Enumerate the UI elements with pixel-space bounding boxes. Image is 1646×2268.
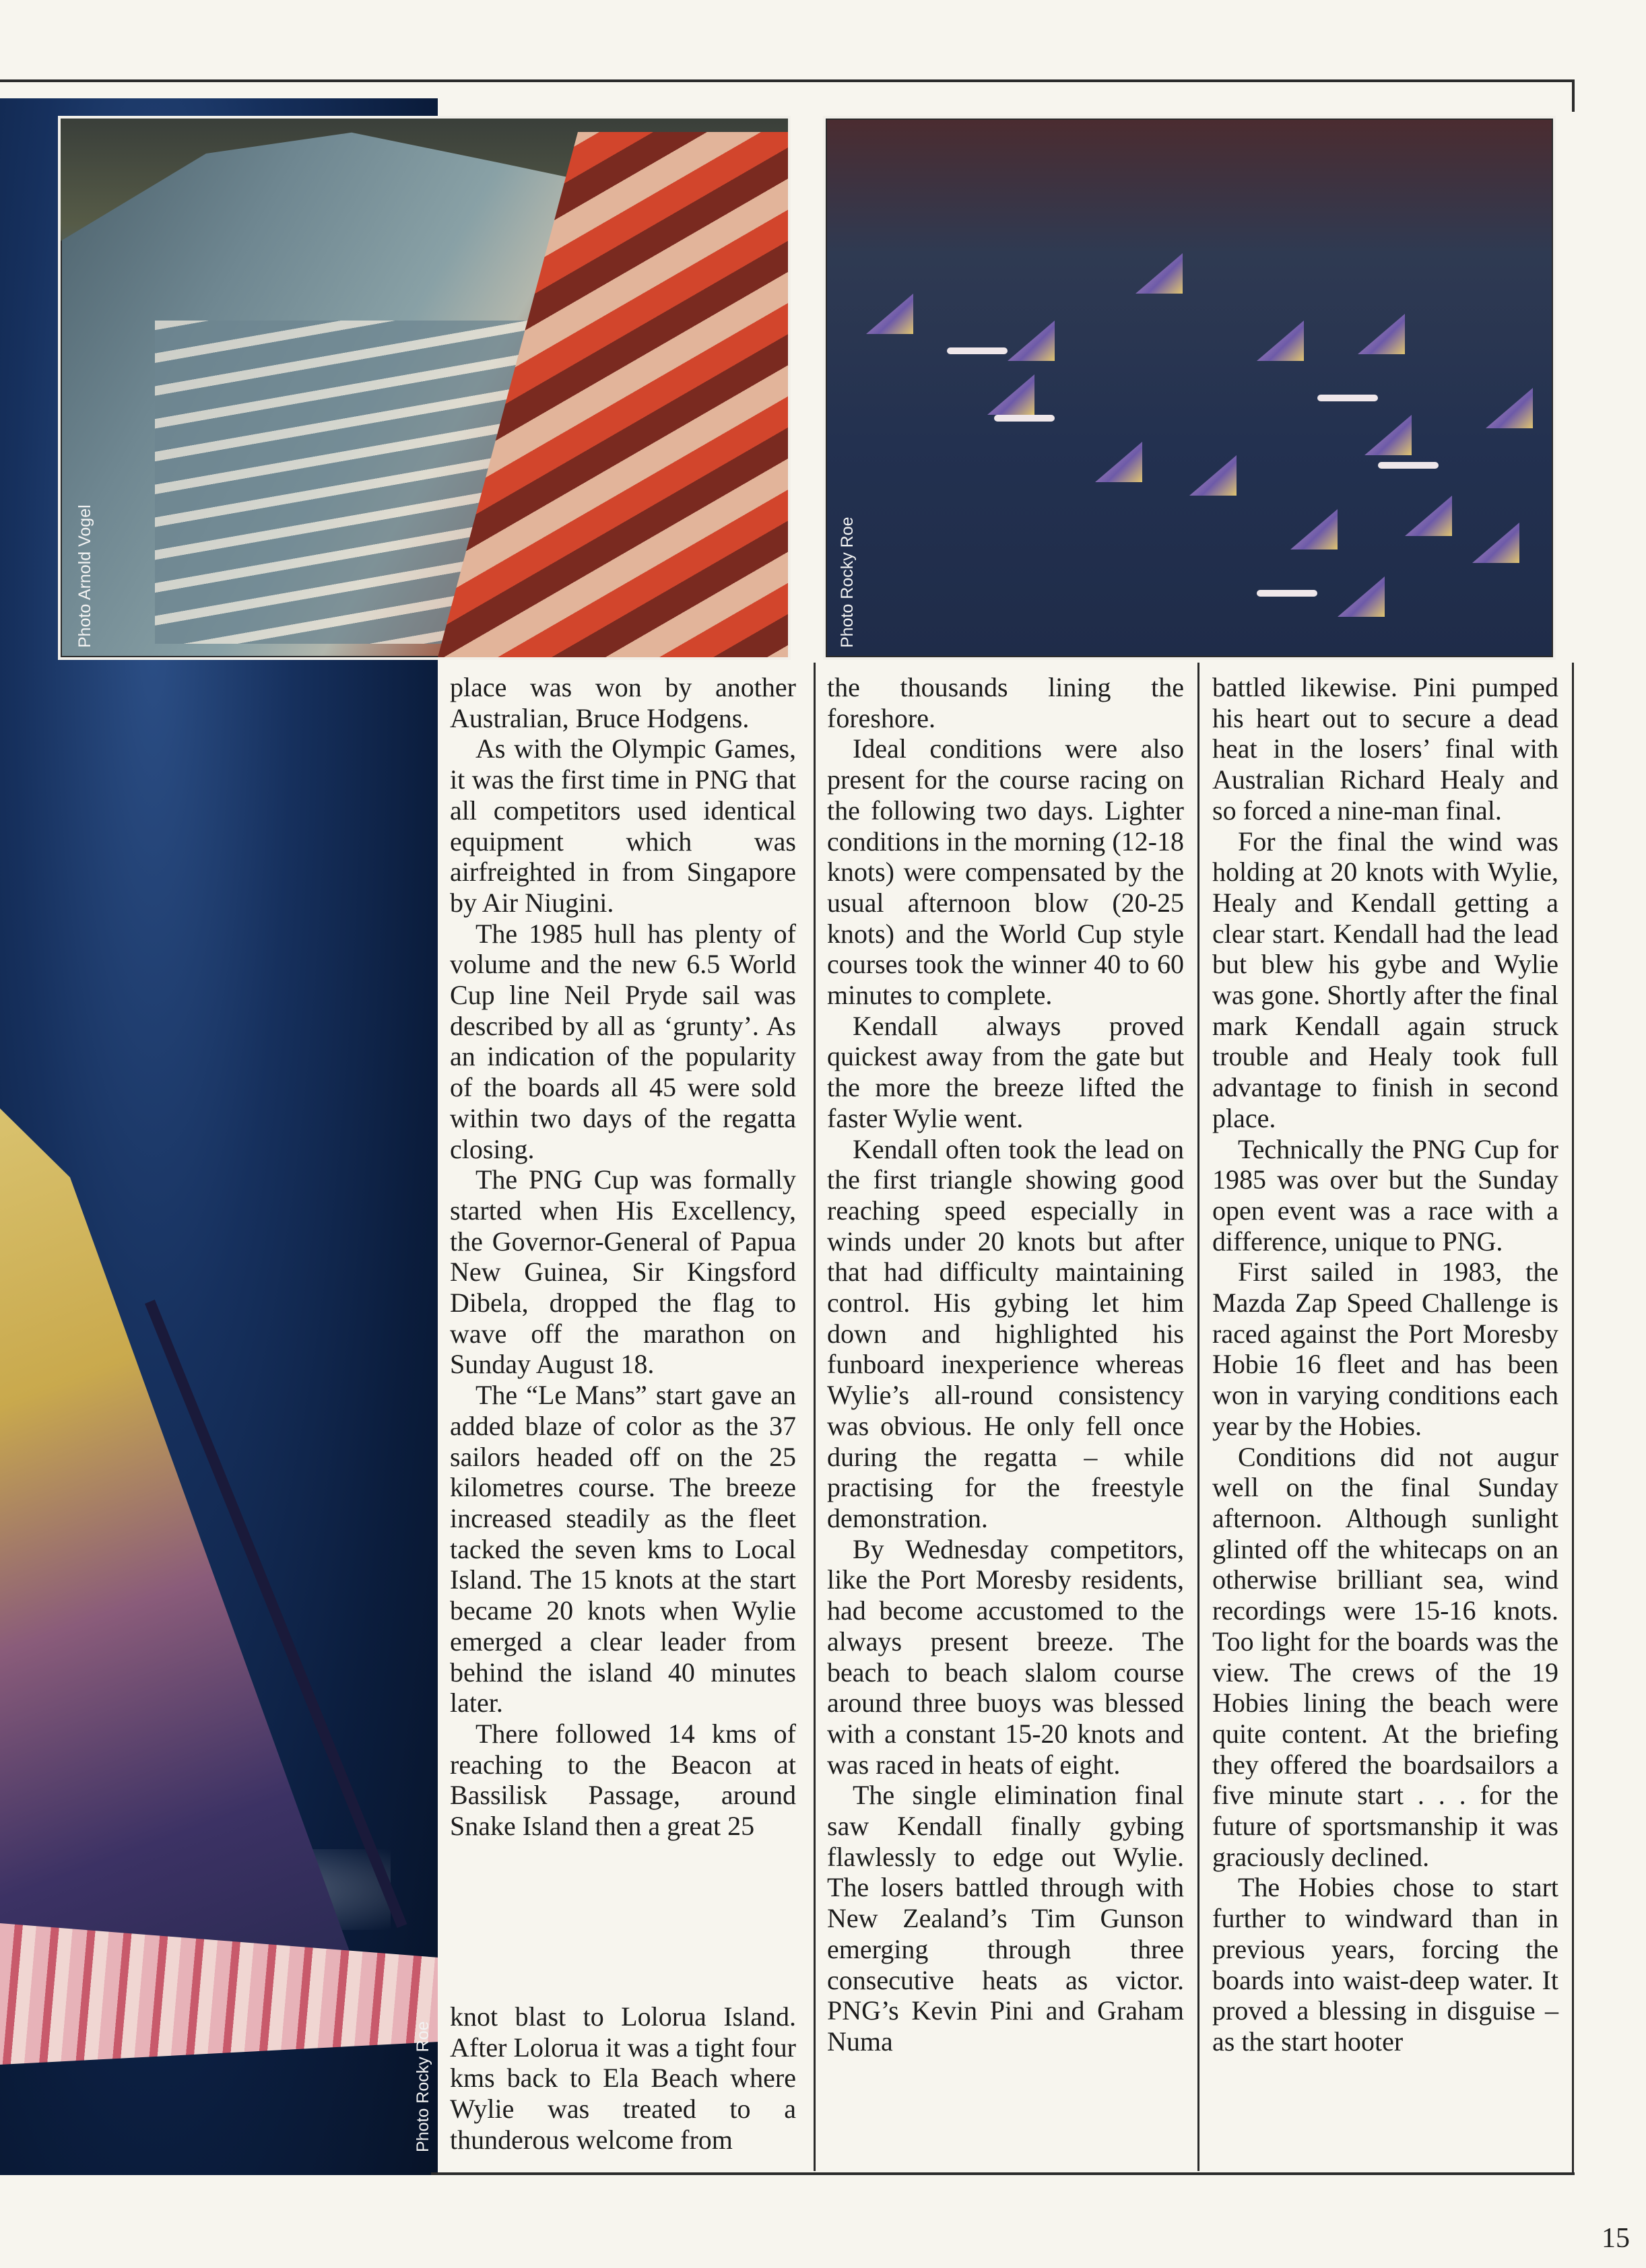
paragraph: First sailed in 1983, the Mazda Zap Speed Challenge is raced against the Port Moresby Hobie 16 fleet and has been won in varying conditions each year by the Hobies. <box>1212 1257 1558 1441</box>
photo-sailboard <box>1358 314 1405 354</box>
photo-sailboard <box>1189 455 1237 496</box>
paragraph: By Wednesday competitors, like the Port Moresby residents, had become accustomed to the always present breeze. The beach to beach slalom course around three buoys was blessed with a constant 15-20 knots and was raced in heats of eight. <box>827 1533 1184 1780</box>
paragraph: Ideal conditions were also present for the course racing on the following two days. Lighter conditions in the morning (12-18 knots) were compensated by the usual afternoon blow (20-25 knots) and the World Cup style courses took the winner 40 to 60 minutes to complete. <box>827 733 1184 1011</box>
photo-credit-big: Photo Rocky Roe <box>414 2021 432 2152</box>
top-border-rule <box>0 79 1575 82</box>
photo-sailboard <box>1472 523 1519 563</box>
article-column-3 <box>1212 672 1558 2057</box>
page-number: 15 <box>1602 2223 1630 2254</box>
bottom-border-rule <box>431 2172 1575 2175</box>
photo-sailboard <box>1290 509 1338 549</box>
photo-sailboard <box>1135 253 1183 294</box>
photo-sailboard <box>1257 321 1304 361</box>
photo-board <box>0 1923 438 2065</box>
column-divider <box>814 663 816 2171</box>
photo-sailboard <box>1364 415 1412 455</box>
photo-sailboard <box>987 374 1034 415</box>
paragraph: knot blast to Lolorua Island. After Lolorua it was a tight four kms back to Ela Beach where Wylie was treated to a thunderous welcome from <box>450 2001 796 2155</box>
paragraph: battled likewise. Pini pumped his heart out to secure a dead heat in the losers’ final with Australian Richard Healy and so forced a nine-man final. <box>1212 672 1558 826</box>
paragraph: The single elimination final saw Kendall finally gybing flawlessly to edge out Wylie. The losers battled through with New Zealand’s Tim Gunson emerging through three consecutive heats as victor. PNG’s Kevin Pini and Graham Numa <box>827 1780 1184 2057</box>
article-column-1 <box>450 672 796 1842</box>
paragraph: The PNG Cup was formally started when His Excellency, the Governor-General of Papua New Guinea, Sir Kingsford Dibela, dropped the flag to wave off the marathon on Sunday August 18. <box>450 1164 796 1380</box>
photo-credit-left: Photo Arnold Vogel <box>75 504 94 648</box>
photo-board-mark <box>994 415 1055 422</box>
right-border-rule <box>1572 663 1574 2174</box>
photo-board-mark <box>1317 395 1378 401</box>
photo-board-mark <box>1257 590 1317 597</box>
paragraph: Conditions did not augur well on the final Sunday afternoon. Although sunlight glinted off the whitecaps on an otherwise brilliant sea, wind recordings were 15-16 knots. Too light for the boards was the view. The crews of the 19 Hobies lining the beach were quite content. At the briefing they offered the boardsailors a five minute start . . . for the future of sportsmanship it was graciously declined. <box>1212 1441 1558 1872</box>
paragraph: The 1985 hull has plenty of volume and the new 6.5 World Cup line Neil Pryde sail was described by all as ‘grunty’. As an indication of the popularity of the boards all 45 were sold within two days of the regatta closing. <box>450 918 796 1164</box>
photo-sailboard <box>1338 576 1385 617</box>
column-divider <box>1197 663 1199 2171</box>
photo-sailboard <box>866 294 913 334</box>
paragraph: Kendall always proved quickest away from the gate but the more the breeze lifted the faster Wylie went. <box>827 1010 1184 1133</box>
paragraph: the thousands lining the foreshore. <box>827 672 1184 733</box>
photo-board-mark <box>1378 462 1439 469</box>
photo-sailboard <box>1405 496 1452 536</box>
photo-credit-right: Photo Rocky Roe <box>838 516 857 648</box>
paragraph: The Hobies chose to start further to windward than in previous years, forcing the boards into waist-deep water. It proved a blessing in disguise – as the start hooter <box>1212 1872 1558 2057</box>
paragraph: Technically the PNG Cup for 1985 was over but the Sunday open event was a race with a difference, unique to PNG. <box>1212 1133 1558 1257</box>
top-right-corner-rule <box>1572 79 1575 112</box>
photo-sailboard <box>1008 321 1055 361</box>
paragraph: The “Le Mans” start gave an added blaze of color as the 37 sailors headed off on the 25 kilometres course. The breeze increased steadily as the fleet tacked the seven kms to Local Island. The 15 knots at the start became 20 knots when Wylie emerged a clear leader from behind the island 40 minutes later. <box>450 1380 796 1719</box>
photo-sailboard <box>1486 388 1533 428</box>
paragraph: For the final the wind was holding at 20 knots with Wylie, Healy and Kendall getting a clear start. Kendall had the lead but blew his gybe and Wylie was gone. Shortly after the final mark Kendall again struck trouble and Healy took full advantage to finish in second place. <box>1212 826 1558 1133</box>
paragraph: As with the Olympic Games, it was the first time in PNG that all competitors used identical equipment which was airfreighted in from Singapore by Air Niugini. <box>450 733 796 918</box>
article-column-1-continued <box>450 2001 796 2156</box>
paragraph: Kendall often took the lead on the first triangle showing good reaching speed especially in winds under 20 knots but after that had difficulty maintaining control. His gybing let him down and highlighted his funboard inexperience whereas Wylie’s all-round consistency was obvious. He only fell once during the regatta – while practising for the freestyle demonstration. <box>827 1133 1184 1533</box>
paragraph: place was won by another Australian, Bruce Hodgens. <box>450 672 796 733</box>
photo-sail <box>0 1108 350 1970</box>
photo-board-mark <box>947 347 1008 354</box>
fleet-aerial-photo <box>823 116 1556 660</box>
article-column-2 <box>827 672 1184 2057</box>
photo-sailboard <box>1095 442 1142 482</box>
paragraph: There followed 14 kms of reaching to the Beacon at Bassilisk Passage, around Snake Island then a great 25 <box>450 1718 796 1842</box>
le-mans-start-photo <box>58 116 791 660</box>
